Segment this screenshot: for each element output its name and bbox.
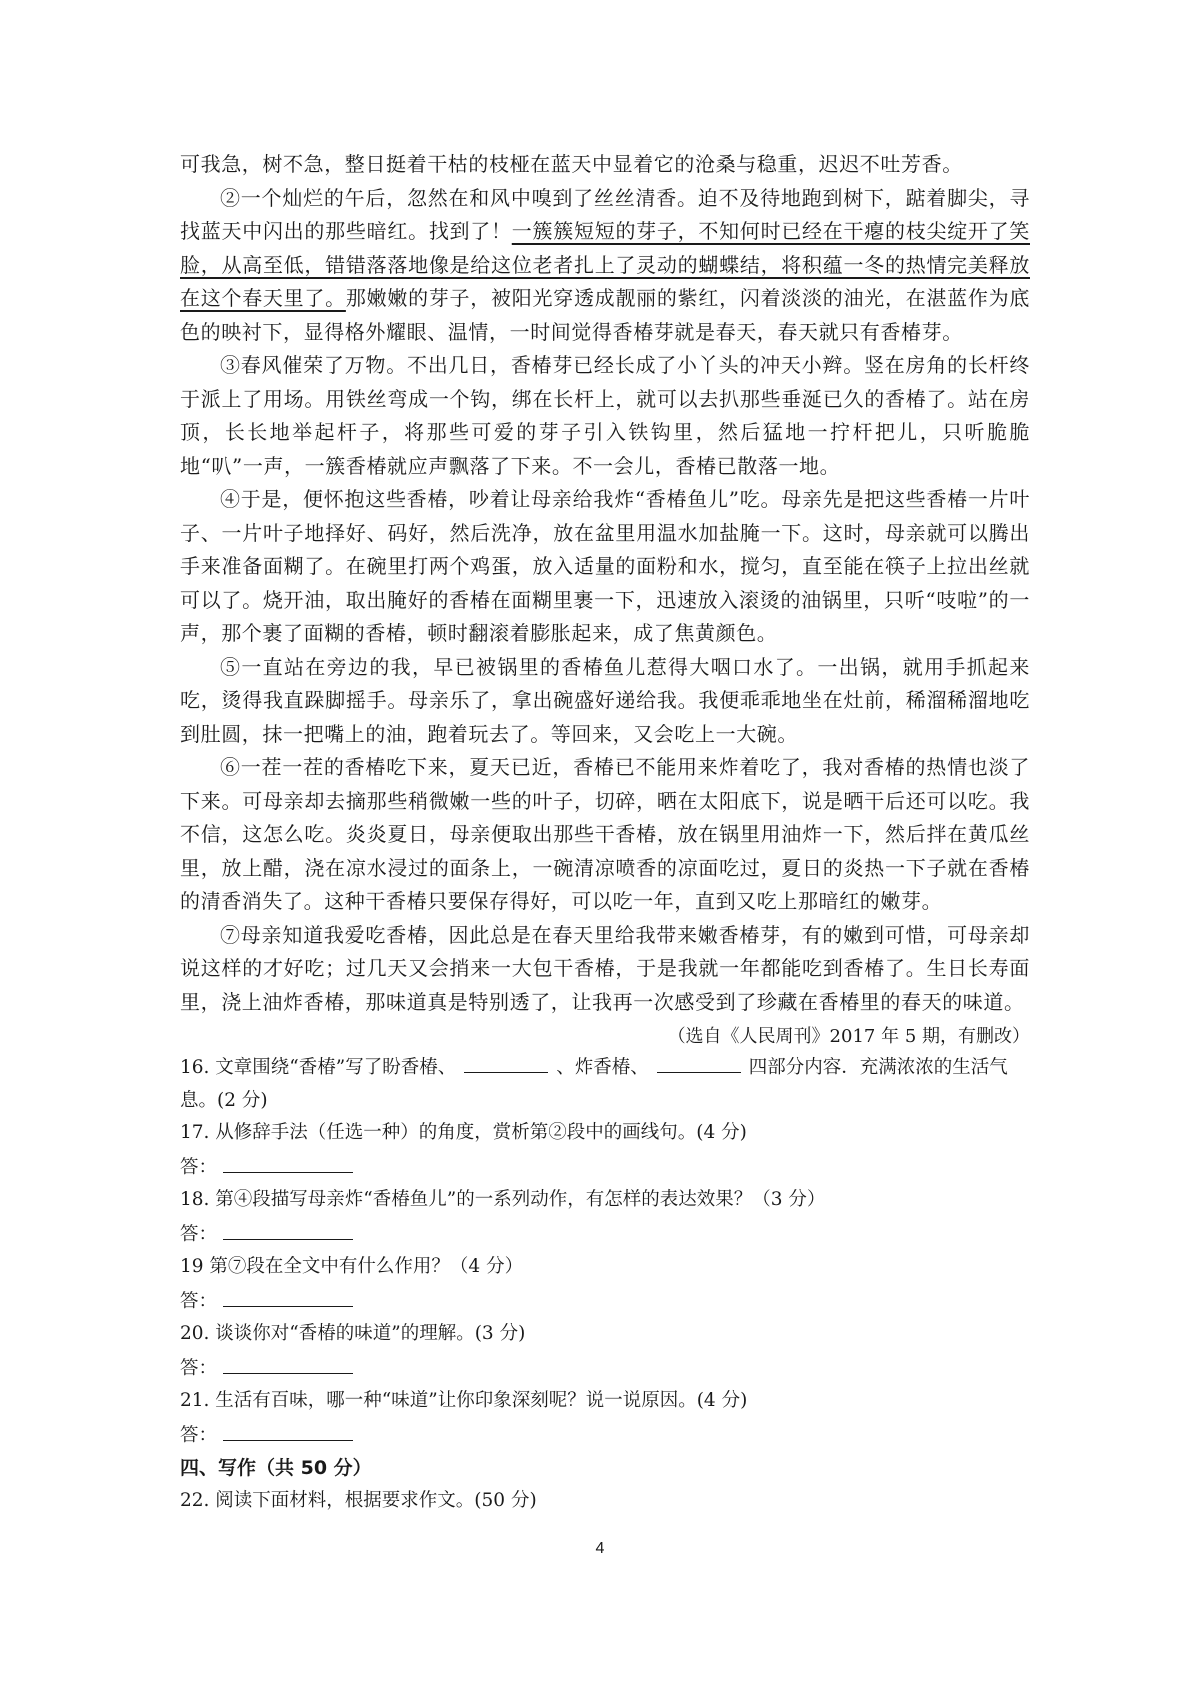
paragraph-6: ⑥一茬一茬的香椿吃下来，夏天已近，香椿已不能用来炸着吃了，我对香椿的热情也淡了下来。可母亲却去摘那些稍微嫩一些的叶子，切碎，晒在太阳底下，说是晒干后还可以吃。我不信，这怎么吃。炎炎夏日，母亲便取出那些干香椿，放在锅里用油炸一下，然后拌在黄瓜丝里，放上醋，浇在凉水浸过的面条上，一碗清凉喷香的凉面吃过，夏日的炎热一下子就在香椿的清香消失了。这种干香椿只要保存得好，可以吃一年，直到又吃上那暗红的嫩芽。 bbox=[180, 755, 1030, 913]
source-citation: （选自《人民周刊》2017 年 5 期，有删改） bbox=[667, 1026, 1030, 1047]
question-19: 19 第⑦段在全文中有什么作用？（4 分） bbox=[180, 1256, 524, 1277]
answer-label: 答： bbox=[180, 1290, 218, 1312]
paragraph-7: ⑦母亲知道我爱吃香椿，因此总是在春天里给我带来嫩香椿芽，有的嫩到可惜，可母亲却说这样的才好吃；过几天又会捎来一大包干香椿，于是我就一年都能吃到香椿了。生日长寿面里，浇上油炸香椿，那味道真是特别透了，让我再一次感受到了珍藏在香椿里的春天的味道。 bbox=[180, 922, 1030, 1014]
answer-label: 答： bbox=[180, 1357, 218, 1379]
answer-label: 答： bbox=[180, 1156, 218, 1178]
section-title-writing: 四、写作（共 50 分） bbox=[180, 1457, 372, 1479]
question-16 bbox=[180, 1052, 1030, 1117]
paragraph-5: ⑤一直站在旁边的我，早已被锅里的香椿鱼儿惹得大咽口水了。一出锅，就用手抓起来吃，烫得我直跺脚摇手。母亲乐了，拿出碗盛好递给我。我便乖乖地坐在灶前，稀溜稀溜地吃到肚圆，抹一把嘴上的油，跑着玩去了。等回来，又会吃上一大碗。 bbox=[180, 654, 1030, 746]
answer-row-19 bbox=[180, 1284, 1030, 1319]
question-16-part-c: 四部分内容．充满浓浓的生活气息。(2 分) bbox=[180, 1057, 1008, 1111]
question-22: 22. 阅读下面材料，根据要求作文。(50 分) bbox=[180, 1490, 537, 1511]
paragraph-2 bbox=[180, 182, 1030, 350]
paragraph-4: ④于是，便怀抱这些香椿，吵着让母亲给我炸“香椿鱼儿”吃。母亲先是把这些香椿一片叶子、一片叶子地择好、码好，然后洗净，放在盆里用温水加盐腌一下。这时，母亲就可以腾出手来准备面糊了。在碗里打两个鸡蛋，放入适量的面粉和水，搅匀，直至能在筷子上拉出丝就可以了。烧开油，取出腌好的香椿在面糊里裹一下，迅速放入滚烫的油锅里，只听“吱啦”的一声，那个裹了面糊的香椿，顿时翻滚着膨胀起来，成了焦黄颜色。 bbox=[180, 487, 1030, 645]
answer-line-17[interactable] bbox=[223, 1150, 353, 1173]
underlined-sentence: 一簇簇短短的芽子，不知何时已经在干瘪的枝尖绽开了笑脸，从高至低，错错落落地像是给这位老者扎上了灵动的蝴蝶结，将积蕴一冬的热情完美释放在这个春天里了。 bbox=[180, 219, 1030, 310]
paragraph-3: ③春风催荣了万物。不出几日，香椿芽已经长成了小丫头的冲天小辫。竖在房角的长杆终于派上了用场。用铁丝弯成一个钩，绑在长杆上，就可以去扒那些垂涎已久的香椿了。站在房顶，长长地举起杆子，将那些可爱的芽子引入铁钩里，然后猛地一拧杆把儿，只听脆脆地“叭”一声，一簇香椿就应声飘落了下来。不一会儿，香椿已散落一地。 bbox=[180, 353, 1030, 478]
question-17: 17. 从修辞手法（任选一种）的角度，赏析第②段中的画线句。(4 分) bbox=[180, 1122, 747, 1143]
question-21: 21. 生活有百味，哪一种“味道”让你印象深刻呢？说一说原因。(4 分) bbox=[180, 1390, 748, 1411]
page-number: 4 bbox=[595, 1540, 605, 1557]
answer-blank-2[interactable] bbox=[657, 1052, 741, 1073]
answer-row-17 bbox=[180, 1150, 1030, 1185]
answer-line-20[interactable] bbox=[223, 1351, 353, 1374]
paragraph-1-tail: 可我急，树不急，整日挺着干枯的枝桠在蓝天中显着它的沧桑与稳重，迟迟不吐芳香。 bbox=[180, 152, 963, 176]
answer-line-18[interactable] bbox=[223, 1217, 353, 1240]
answer-row-21 bbox=[180, 1418, 1030, 1453]
answer-row-20 bbox=[180, 1351, 1030, 1386]
answer-label: 答： bbox=[180, 1424, 218, 1446]
reading-passage bbox=[180, 148, 1030, 1518]
question-20: 20. 谈谈你对“香椿的味道”的理解。(3 分) bbox=[180, 1323, 526, 1344]
answer-row-18 bbox=[180, 1217, 1030, 1252]
paragraph-2-end: 那嫩嫩的芽子，被阳光穿透成靓丽的紫红，闪着淡淡的油光，在湛蓝作为底色的映衬下，显得格外耀眼、温情，一时间觉得香椿芽就是春天，春天就只有香椿芽。 bbox=[180, 286, 1030, 344]
answer-line-21[interactable] bbox=[223, 1418, 353, 1441]
question-16-part-a: 16. 文章围绕“香椿”写了盼香椿、 bbox=[180, 1057, 457, 1078]
paragraph-2-start: ②一个灿烂的午后，忽然在和风中嗅到了丝丝清香。迫不及待地跑到树下，踮着脚尖，寻找蓝天中闪出的那些暗红。找到了！ bbox=[180, 185, 1030, 243]
answer-blank-1[interactable] bbox=[464, 1052, 548, 1073]
question-18: 18. 第④段描写母亲炸“香椿鱼儿”的一系列动作，有怎样的表达效果？（3 分） bbox=[180, 1189, 826, 1210]
question-16-part-b: 、炸香椿、 bbox=[556, 1057, 649, 1078]
answer-line-19[interactable] bbox=[223, 1284, 353, 1307]
answer-label: 答： bbox=[180, 1223, 218, 1245]
